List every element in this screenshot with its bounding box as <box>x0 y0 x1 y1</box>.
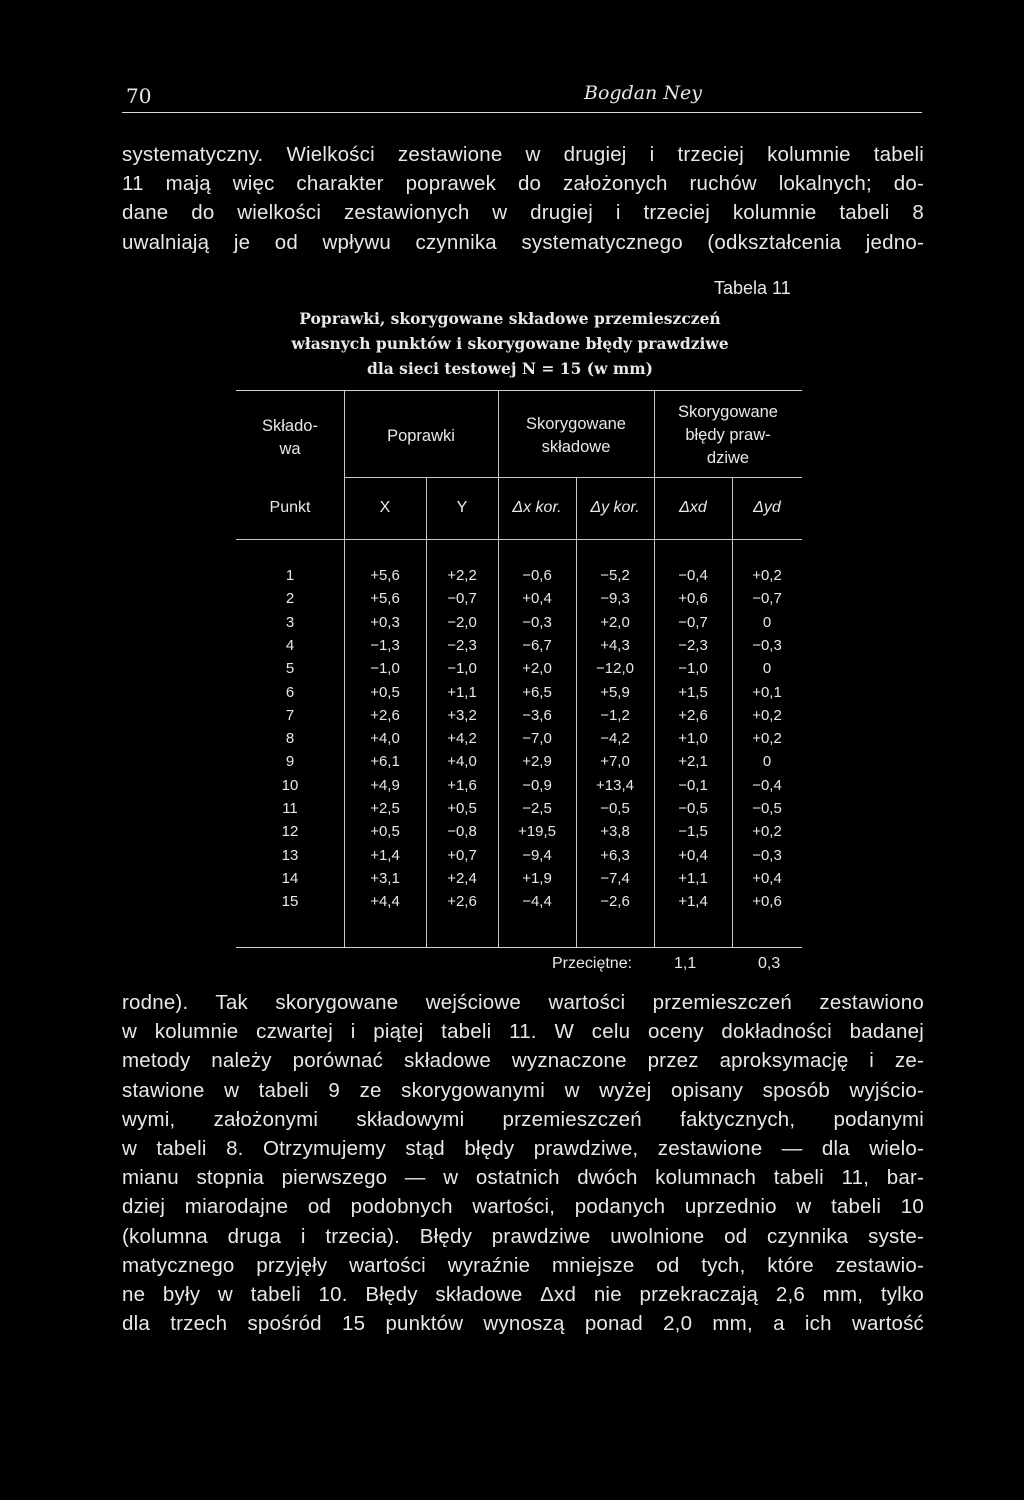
table-cell: −9,3 <box>600 590 630 608</box>
table-cell: −0,7 <box>447 590 477 608</box>
table-cell: +0,7 <box>447 846 477 864</box>
table-cell: −0,6 <box>522 567 552 584</box>
text-line: (kolumna druga i trzecia). Błędy prawdziwe uwolnione od czynnika syste- <box>122 1224 924 1248</box>
text-line: stawione w tabeli 9 ze skorygowanymi w wyżej opisany sposób wyjścio- <box>122 1078 924 1102</box>
table-cell: +0,4 <box>678 846 708 864</box>
table-cell: −1,3 <box>370 636 400 654</box>
text-line: ne były w tabeli 10. Błędy składowe Δxd nie przekraczają 2,6 mm, tylko <box>122 1283 924 1307</box>
page-number: 70 <box>126 84 152 108</box>
group-header-line: dziwe <box>706 449 750 467</box>
table-cell: −6,7 <box>522 636 552 654</box>
table-cell: −7,0 <box>522 730 552 748</box>
group-header-line: składowe <box>541 438 611 456</box>
running-author: Bogdan Ney <box>584 82 702 104</box>
table-cell: +0,2 <box>752 823 782 841</box>
table-cell: +5,6 <box>370 590 400 608</box>
group-header <box>498 413 654 459</box>
table-cell: +19,5 <box>518 823 556 841</box>
table-cell: +4,0 <box>447 753 477 771</box>
caption-line: dla sieci testowej N = 15 (w mm) <box>367 359 653 378</box>
table-cell: −0,3 <box>752 636 782 654</box>
row-point-number: 10 <box>281 776 299 794</box>
row-point-number: 14 <box>281 869 299 887</box>
table-cell: −4,4 <box>522 893 552 911</box>
column-header: Δyd <box>753 499 781 516</box>
table-cell: +3,2 <box>447 706 477 724</box>
table-cell: +0,2 <box>752 706 782 724</box>
table-cell: −1,5 <box>678 823 708 841</box>
table-cell: +4,4 <box>370 893 400 911</box>
table-cell: −0,5 <box>752 800 782 817</box>
row-point-number: 9 <box>285 753 295 771</box>
table-cell: +5,9 <box>600 683 630 701</box>
row-point-number: 2 <box>285 590 295 608</box>
table-cell: −1,2 <box>600 706 630 724</box>
row-point-number: 1 <box>285 567 295 584</box>
text-line: rodne). Tak skorygowane wejściowe wartości przemieszczeń zestawiono <box>122 991 924 1014</box>
row-point-number: 5 <box>285 660 295 678</box>
table-cell: −0,5 <box>600 800 630 817</box>
text-line: 11 mają więc charakter poprawek do założonych ruchów lokalnych; do- <box>122 172 924 196</box>
table-cell: −3,6 <box>522 706 552 724</box>
text-line: uwalniają je od wpływu czynnika systematycznego (odkształcenia jedno- <box>122 230 924 254</box>
table-cell: +2,6 <box>678 706 708 724</box>
column-header: Y <box>456 499 468 516</box>
table-cell: −1,0 <box>678 660 708 678</box>
table-cell: −9,4 <box>522 846 552 864</box>
table-cell: +13,4 <box>596 776 634 794</box>
text-line: matycznego przyjęły wartości wyraźnie mniejsze od tych, które zestawio- <box>122 1253 924 1277</box>
column-header: Δy kor. <box>590 499 640 516</box>
table-cell: +0,6 <box>678 590 708 608</box>
text-line: dziej miarodajne od podobnych wartości, podanych uprzednio w tabeli 10 <box>122 1195 924 1219</box>
table-cell: −0,4 <box>752 776 782 794</box>
text-line: w kolumnie czwartej i piątej tabeli 11. W celu oceny dokładności badanej <box>122 1020 924 1044</box>
row-point-number: 3 <box>285 613 295 631</box>
table-cell: −2,5 <box>522 800 552 817</box>
table-cell: −7,4 <box>600 869 630 887</box>
table-cell: +4,3 <box>600 636 630 654</box>
table-cell: −5,2 <box>600 567 630 584</box>
group-header <box>654 401 802 470</box>
table-cell: +0,5 <box>370 683 400 701</box>
table-cell: +3,8 <box>600 823 630 841</box>
table-cell: +3,1 <box>370 869 400 887</box>
table-cell: −4,2 <box>600 730 630 748</box>
table-cell: −0,4 <box>678 567 708 584</box>
table-cell: +2,6 <box>370 706 400 724</box>
group-header-line: wa <box>279 440 301 458</box>
table-cell: +0,3 <box>370 613 400 631</box>
table-cell: +6,3 <box>600 846 630 864</box>
text-line: dane do wielkości zestawionych w drugiej i trzeciej kolumnie tabeli 8 <box>122 201 924 225</box>
group-header-line: błędy praw- <box>685 426 771 444</box>
table-cell: +0,1 <box>752 683 782 701</box>
row-point-number: 13 <box>281 846 299 864</box>
table-cell: +2,0 <box>600 613 630 631</box>
column-header: Δxd <box>679 499 707 516</box>
table-cell: −0,8 <box>447 823 477 841</box>
group-header-line: Skorygowane <box>526 415 626 433</box>
row-point-number: 11 <box>282 800 298 817</box>
row-point-number: 8 <box>285 730 295 748</box>
table-cell: −0,1 <box>678 776 708 794</box>
column-header: Punkt <box>269 499 311 516</box>
table-cell: +2,0 <box>522 660 552 678</box>
table-label: Tabela 11 <box>714 278 791 298</box>
text-line: mianu stopnia pierwszego — w ostatnich dwóch kolumnach tabeli 11, bar- <box>122 1166 924 1190</box>
table-cell: +7,0 <box>600 753 630 771</box>
text-line: systematyczny. Wielkości zestawione w drugiej i trzeciej kolumnie tabeli <box>122 143 924 166</box>
table-cell: +6,1 <box>370 753 400 771</box>
table-cell: −1,0 <box>447 660 477 678</box>
table-cell: +2,2 <box>447 567 477 584</box>
table-cell: −2,3 <box>447 636 477 654</box>
group-header-line: Skorygowane <box>678 403 778 421</box>
table-cell: +5,6 <box>370 567 400 584</box>
group-header-line: Składo- <box>262 417 318 435</box>
table-cell: +1,1 <box>447 683 477 701</box>
table-cell: −0,7 <box>752 590 782 608</box>
table-cell: +1,0 <box>678 730 708 748</box>
table-cell: +0,2 <box>752 567 782 584</box>
table-cell: −0,5 <box>678 800 708 817</box>
table-cell: +0,2 <box>752 730 782 748</box>
data-table <box>236 390 802 948</box>
table-cell: +4,0 <box>370 730 400 748</box>
table-cell: −2,6 <box>600 893 630 911</box>
caption-line: Poprawki, skorygowane składowe przemieszczeń <box>299 309 721 328</box>
header-rule <box>236 539 802 540</box>
paragraph-top <box>122 140 924 257</box>
table-cell: +1,5 <box>678 683 708 701</box>
table-cell: +1,1 <box>678 869 708 887</box>
group-header <box>344 425 498 448</box>
table-cell: +2,6 <box>447 893 477 911</box>
table-cell: −1,0 <box>370 660 400 678</box>
table-cell: −12,0 <box>596 660 634 678</box>
text-line: dla trzech spośród 15 punktów wynoszą ponad 2,0 mm, a ich wartość <box>122 1312 924 1336</box>
header-rule <box>344 477 802 478</box>
average-yd: 0,3 <box>758 955 781 972</box>
paragraph-bottom <box>122 988 924 1338</box>
table-cell: +6,5 <box>522 683 552 701</box>
table-cell: +1,9 <box>522 869 552 887</box>
table-cell: −0,7 <box>678 613 708 631</box>
table-cell: −2,3 <box>678 636 708 654</box>
row-point-number: 6 <box>285 683 295 701</box>
table-cell: 0 <box>762 660 772 678</box>
table-cell: +0,5 <box>447 800 477 817</box>
table-cell: +1,4 <box>370 846 400 864</box>
table-cell: −2,0 <box>447 613 477 631</box>
average-xd: 1,1 <box>674 955 697 972</box>
table-cell: +0,5 <box>370 823 400 841</box>
average-label: Przeciętne: <box>552 955 633 972</box>
column-header: X <box>379 499 391 516</box>
table-cell: +2,5 <box>370 800 400 817</box>
table-cell: +2,1 <box>678 753 708 771</box>
table-caption <box>200 306 820 381</box>
row-point-number: 12 <box>281 823 299 841</box>
table-cell: −0,3 <box>752 846 782 864</box>
table-cell: −0,9 <box>522 776 552 794</box>
table-cell: 0 <box>762 753 772 771</box>
table-cell: +2,4 <box>447 869 477 887</box>
table-cell: +0,4 <box>522 590 552 608</box>
table-cell: +4,2 <box>447 730 477 748</box>
table-cell: 0 <box>762 613 772 631</box>
column-header: Δx kor. <box>512 499 562 516</box>
row-point-number: 4 <box>285 636 295 654</box>
table-cell: +4,9 <box>370 776 400 794</box>
row-point-number: 15 <box>281 893 299 911</box>
text-line: w tabeli 8. Otrzymujemy stąd błędy prawdziwe, zestawione — dla wielo- <box>122 1137 924 1161</box>
group-header-line: Poprawki <box>387 427 455 445</box>
table-cell: +2,9 <box>522 753 552 771</box>
table-cell: +1,6 <box>447 776 477 794</box>
table-cell: +0,4 <box>752 869 782 887</box>
table-cell: +1,4 <box>678 893 708 911</box>
table-cell: +0,6 <box>752 893 782 911</box>
running-header <box>122 80 922 113</box>
text-line: wymi, założonymi składowymi przemieszczeń faktycznych, podanymi <box>122 1107 924 1131</box>
text-line: metody należy porównać składowe wyznaczone przez aproksymację i ze- <box>122 1049 924 1073</box>
group-header <box>236 415 344 461</box>
row-point-number: 7 <box>285 706 295 724</box>
caption-line: własnych punktów i skorygowane błędy prawdziwe <box>291 334 729 353</box>
table-cell: −0,3 <box>522 613 552 631</box>
